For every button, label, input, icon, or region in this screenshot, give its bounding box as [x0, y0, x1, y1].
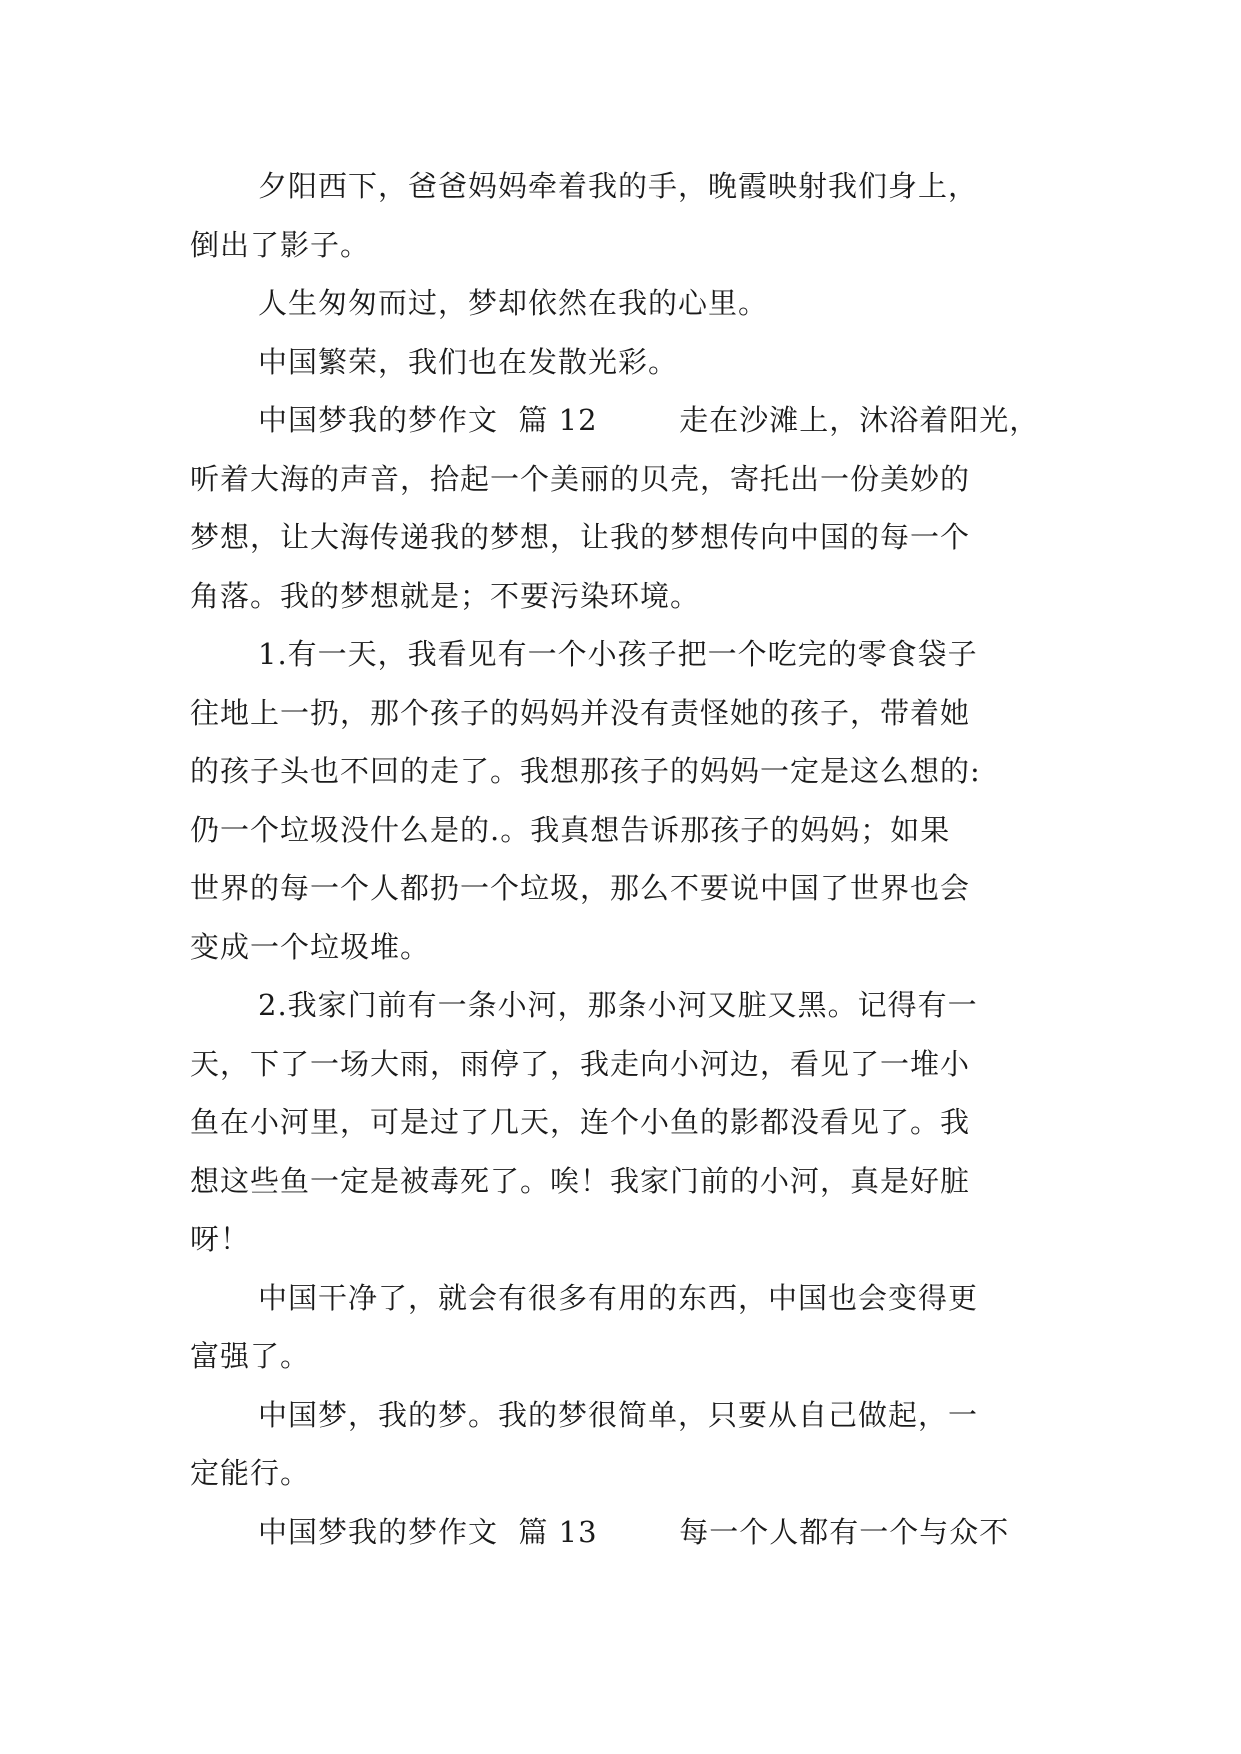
text-line: 听着大海的声音，拾起一个美丽的贝壳，寄托出一份美妙的	[190, 461, 971, 496]
text-line: 中国梦我的梦作文 篇 12 走在沙滩上，沐浴着阳光，	[258, 403, 1040, 437]
text-line: 想这些鱼一定是被毒死了。唉！我家门前的小河，真是好脏	[190, 1163, 971, 1198]
essay-body	[190, 157, 1058, 1561]
text-line: 1.有一天，我看见有一个小孩子把一个吃完的零食袋子	[258, 637, 978, 671]
text-line: 变成一个垃圾堆。	[190, 929, 431, 964]
text-line: 富强了。	[190, 1339, 311, 1373]
text-line: 鱼在小河里，可是过了几天，连个小鱼的影都没看见了。我	[190, 1105, 971, 1139]
text-line: 梦想，让大海传递我的梦想，让我的梦想传向中国的每一个	[190, 520, 971, 554]
text-line: 中国干净了，就会有很多有用的东西，中国也会变得更	[258, 1280, 979, 1315]
text-line: 仍一个垃圾没什么是的.。我真想告诉那孩子的妈妈；如果	[190, 812, 951, 847]
text-line: 呀！	[190, 1222, 251, 1256]
text-line: 世界的每一个人都扔一个垃圾，那么不要说中国了世界也会	[190, 871, 971, 905]
text-line: 中国梦，我的梦。我的梦很简单，只要从自己做起，一	[258, 1397, 979, 1432]
text-line: 定能行。	[190, 1456, 311, 1490]
text-line: 的孩子头也不回的走了。我想那孩子的妈妈一定是这么想的:	[190, 754, 981, 788]
text-line: 往地上一扔，那个孩子的妈妈并没有责怪她的孩子，带着她	[190, 695, 971, 730]
text-line: 角落。我的梦想就是；不要污染环境。	[190, 578, 701, 613]
text-line: 中国梦我的梦作文 篇 13 每一个人都有一个与众不	[258, 1514, 1010, 1549]
text-line: 天，下了一场大雨，雨停了，我走向小河边，看见了一堆小	[190, 1046, 971, 1081]
text-line: 人生匆匆而过，梦却依然在我的心里。	[258, 286, 769, 320]
text-line: 2.我家门前有一条小河，那条小河又脏又黑。记得有一	[258, 988, 978, 1022]
text-line: 中国繁荣，我们也在发散光彩。	[258, 344, 679, 379]
text-line: 倒出了影子。	[190, 227, 371, 262]
text-line: 夕阳西下，爸爸妈妈牵着我的手，晚霞映射我们身上，	[258, 169, 979, 203]
